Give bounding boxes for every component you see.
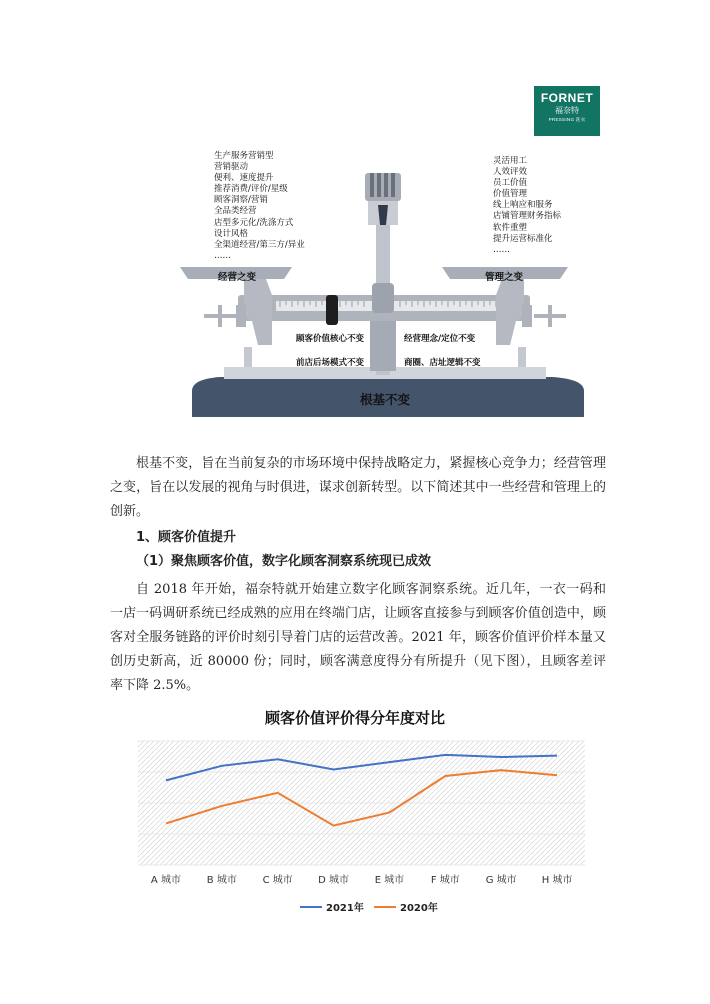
business-change-item: 店型多元化/洗涤方式 [214, 217, 294, 228]
business-change-item: 生产服务营销型 [214, 151, 274, 161]
paragraph-insight: 自 2018 年开始，福奈特就开始建立数字化顾客洞察系统。近几年，一衣一码和一店一码调研系统已经成熟的应用在终端门店，让顾客直接参与到顾客价值创造中，顾客对全服务链路的评价时刻引导着门店的运营改善。2021 年，顾客价值评价样本量又创历史新高，近 80000 份；同时，顾客满意度得分有所提升（见下图），且顾客差评率下降 2.5%。 [110, 582, 606, 693]
x-tick-label: E 城市 [374, 875, 405, 886]
x-tick-label: D 城市 [318, 875, 350, 886]
business-change-item: 全品类经营 [214, 206, 257, 217]
left-pan-label: 经营之变 [218, 272, 257, 283]
beam-label: 经营理念/定位不变 [404, 334, 476, 344]
business-change-item: 推荐消费/评价/星级 [214, 184, 288, 195]
right-pan-label: 管理之变 [485, 272, 524, 283]
business-change-item: 便利、速度提升 [214, 173, 274, 184]
x-tick-label: F 城市 [430, 875, 460, 886]
beam-label: 顾客价值核心不变 [296, 334, 365, 344]
management-change-item: 店铺管理财务指标 [493, 211, 562, 222]
paragraph-intro: 根基不变，旨在当前复杂的市场环境中保持战略定力，紧握核心竞争力；经营管理之变，旨在以发展的视角与时俱进，谋求创新转型。以下简述其中一些经营和管理上的创新。 [110, 456, 606, 519]
business-change-item: 全渠道经营/第三方/异业 [214, 239, 305, 250]
management-change-item: 线上响应和服务 [493, 200, 553, 211]
management-change-item: 员工价值 [493, 178, 528, 189]
subsection-heading: （1）聚焦顾客价值，数字化顾客洞察系统现已成效 [136, 554, 432, 569]
beam-label: 商圈、店址逻辑不变 [404, 358, 481, 368]
logo-sub: PRESSING 洗衣 [548, 117, 586, 122]
x-tick-label: G 城市 [485, 875, 517, 886]
management-change-item: …… [493, 244, 510, 255]
x-tick-label: C 城市 [262, 875, 293, 886]
section-heading: 1、顾客价值提升 [136, 530, 237, 545]
business-change-item: …… [214, 250, 231, 261]
logo-brand: FORNET [540, 91, 594, 105]
x-tick-label: H 城市 [541, 875, 573, 886]
management-change-item: 软件重塑 [493, 222, 528, 233]
management-change-item: 人效评效 [493, 167, 528, 178]
business-change-item: 营销驱动 [214, 162, 249, 173]
business-change-item: 设计风格 [214, 228, 249, 239]
x-tick-label: A 城市 [150, 875, 181, 886]
business-change-item: 顾客洞察/营销 [214, 195, 268, 206]
management-change-item: 灵活用工 [493, 156, 528, 166]
logo-cn: 福奈特 [555, 106, 579, 115]
legend-label: 2020年 [400, 903, 438, 914]
management-change-item: 价值管理 [493, 189, 528, 200]
chart-title: 顾客价值评价得分年度对比 [264, 709, 445, 727]
base-label: 根基不变 [359, 392, 410, 407]
beam-label: 前店后场模式不变 [296, 358, 365, 368]
management-change-item: 提升运营标准化 [493, 233, 553, 244]
x-tick-label: B 城市 [206, 875, 237, 886]
legend-label: 2021年 [326, 903, 364, 914]
